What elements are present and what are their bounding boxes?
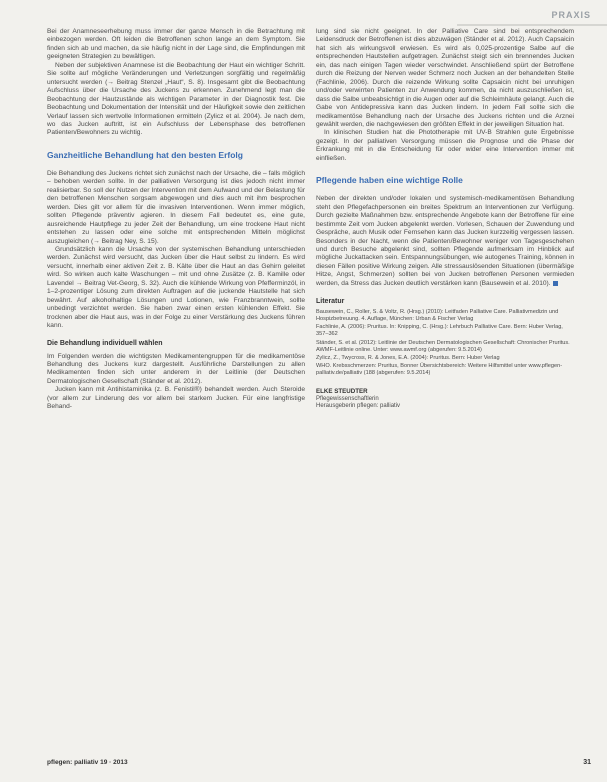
references-list	[316, 309, 574, 378]
section-label: PRAXIS	[551, 10, 591, 20]
reference-item: Zylicz, Z., Twycross, R. & Jones, E.A. (2004): Pruritus. Bern: Huber Verlag	[316, 354, 500, 361]
paragraph-text: Neben der direkten und/oder lokalen und systemisch-medikamentösen Behandlung steht den Pflegefachpersonen ein breites Spektrum an Interventionen zur Verfügung. Durch gezielte Maßnahmen bzw. entsprechende Angebote kann der Betroffene für eine bestimmte Zeit vom Jucken abgelenkt werden. Vorlesen, Schauen der Zuwendung und Gespräche, auch Musik oder Fernsehen kann das Jucken kurzzeitig vergessen lassen. Besonders in der Nacht, wenn die Patienten/Bewohner weniger von Tagesgeschehen und durch Besuche abgelenkt sind, sollten Pflegende aufmerksam im Hinblick auf mögliche Juckattacken sein. Entspannungsübungen, wie autogenes Training, können in diesen Fällen positive Wirkung zeigen. Alle stressauslösenden Situationen (übermäßige Hitze, Angst, Schmerzen) sollten bei von Jucken betroffenen Personen vermieden werden, da Stress das Jucken deutlich verstärken kann (Bausewein et al. 2010).	[316, 195, 574, 287]
references-title: Literatur	[316, 298, 345, 306]
reference-item: WHO. Krebsschmerzen: Pruritus, Bonner Übersichtsbereich: Weitere Hilfsmittel unter www.pflegen-palliativ.de/palliativ (188 (abgerufen: 9.5.2014)	[316, 363, 563, 377]
author-role: Pflegewissenschaftlerin	[316, 395, 379, 402]
subheading: Die Behandlung individuell wählen	[47, 339, 163, 347]
paragraph: Jucken kann mit Antihistaminika (z. B. Fenistil®) behandelt werden. Auch Steroide (vor allem zur Linderung des vor allem bei starkem Jucken. Für eine langfristige Behand-	[47, 386, 305, 411]
paragraph: Grundsätzlich kann die Ursache von der systemischen Behandlung unterschieden werden. Zunächst wird versucht, das Jucken über die Haut selbst zu lindern. Es wird versucht, innerhalb einer aktiven Zeit z. B. Kälte über die Haut an das Gehirn geleitet wird. So wirken auch kalte Waschungen – mit und ohne Zusätze (z. B. Kamille oder Lavendel → Beitrag Vet-Georg, S. 32). Auch die kühlende Wirkung von Pfefferminzöl, in 1–2-prozentiger Lösung zum direkten Auftragen auf die juckende Hautstelle hat sich bewährt. Auf alkoholhaltige Lösungen und Lotionen, wie Franzbranntwein, sollte unbedingt verzichtet werden. Sie haben zwar einen ersten kühlenden Effekt. Sie trocknen aber die Haut aus, was in der Folge zu einer Verstärkung des Juckens führen kann.	[47, 245, 305, 330]
paragraph: Neben der subjektiven Anamnese ist die Beobachtung der Haut ein wichtiger Schritt. Sie sollte auf mögliche Veränderungen und Verletzungen sorgfältig und regelmäßig untersucht werden (→ Beitrag Stenzel „Haut“, S. 8). Insgesamt gibt die Beobachtung Aufschluss über die Ursache des Juckens zu erkennen. Zunehmend legt man die Beobachtung der Hautzustände als wichtigen Parameter in der Diagnostik fest. Die Beobachtung und Dokumentation der Intensität und der Häufigkeit sowie den zeitlichen Verlauf lassen sich wertvolle Informationen ermitteln (Zylicz et al. 2004). Je nach dem, wo das Jucken auftritt, ist ein Aufschluss der Lebensphase des betroffenen Patienten/Bewohners zu wichtig.	[47, 61, 305, 137]
paragraph: Bei der Anamneseerhebung muss immer der ganze Mensch in die Betrachtung mit einbezogen werden. Oft leiden die Betroffenen schon lange an dem Symptom. Sie finden sich ab und machen, da sie häufig nicht in der Lage sind, die Empfindungen mit geeigneten Strategien zu bewältigen.	[47, 28, 305, 61]
footer-journal: pflegen: palliativ 19 · 2013	[47, 759, 128, 766]
author-role: Herausgeberin pflegen: palliativ	[316, 403, 401, 410]
left-column	[47, 28, 305, 412]
reference-item: Fachlinie, A. (2006): Pruritus. In: Knipping, C. (Hrsg.): Lehrbuch Palliative Care. Bern: Huber Verlag, 357–362	[316, 324, 563, 338]
paragraph: lung sind sie nicht geeignet. In der Palliative Care sind bei entsprechendem Leidensdruck der Betroffenen ist dies abzuwägen (Ständer et al. 2012). Auch Capsaicin hat sich als wirkungsvoll erwiesen. Es wird als 0,025-prozentige Salbe auf die entsprechenden Hautstellen aufgetragen. Zunächst steigt sich ein brennendes Jucken ein, das nach einigen Tagen wieder verschwindet. Anschließend spürt der Betroffene durch die Reizung der Nerven weder Schmerz noch Jucken an der behandelten Stelle (Fachlinie, 2006). Durch die reizende Wirkung sollte Capsaicin nicht bei unruhigen und/oder verwirrten Patienten zur Anwendung kommen, da nicht auszuschließen ist, dass die Salbe unbeabsichtigt in die Augen oder auf die Schleimhäute gelangt. Auch die Gabe von Antidepressiva kann das Jucken lindern. In jedem Fall sollte sich die medikamentöse Behandlung nach der Ursache des Juckens richten und die Arznei gewählt werden, die nachgewiesen den größten Effekt in der jeweiligen Situation hat.	[316, 28, 574, 128]
end-mark-icon	[553, 281, 558, 286]
paragraph	[316, 195, 574, 288]
section-heading: Ganzheitliche Behandlung hat den besten Erfolg	[47, 149, 243, 160]
page-number: 31	[583, 759, 591, 766]
reference-item: Ständer, S. et al. (2012): Leitlinie der Deutschen Dermatologischen Gesellschaft: Chronischer Pruritus. AWMF-Leitlinie online. Unter: www.awmf.org (abgerufen: 9.5.2014)	[316, 339, 570, 353]
paragraph: Im Folgenden werden die wichtigsten Medikamentengruppen für die medikamentöse Behandlung des Juckens kurz dargestellt. Ausführliche Darstellungen zu allen Medikamenten finden sich unter anderem in der Leitlinie (der Deutschen Dermatologischen Gesellschaft (Ständer et al. 2012).	[47, 352, 305, 385]
header-rule	[457, 24, 607, 26]
section-heading: Pflegende haben eine wichtige Rolle	[316, 175, 463, 186]
paragraph: In klinischen Studien hat die Phototherapie mit UV-B Strahlen gute Ergebnisse gezeigt. In der palliativen Versorgung müssen die Prognose und die Phase der Erkrankung mit in die Entscheidung für oder wider eine Intervention immer mit einfließen.	[316, 129, 574, 162]
right-column	[316, 28, 574, 411]
paragraph: Die Behandlung des Juckens richtet sich zunächst nach der Ursache, die – falls möglich – behoben werden sollte. In der palliativen Versorgung ist dies jedoch nicht immer realisierbar. So soll der Nutzen der Intervention mit dem Aufwand und der Belastung für den betroffenen Menschen sorgsam abgewogen und dies auch mit ihm besprochen werden. Dies gilt vor allem für die invasiven Interventionen. Wenn immer möglich, sollten Pflegende präventiv agieren. In diesem Fall bedeutet es, eine gute, ausreichende Hautpflege zu jeder Zeit der Behandlung, um eine trockene Haut nicht entstehen zu lassen oder eine solche mit entsprechenden Mitteln möglichst auszugleichen (→ Beitrag Ney, S. 15).	[47, 169, 305, 245]
reference-item: Bausewein, C., Roller, S. & Voltz, R. (Hrsg.) (2010): Leitfaden Palliative Care. Palliativmedizin und Hospizbetreuung. 4. Auflage, München: Urban & Fischer Verlag	[316, 308, 559, 322]
author-name: ELKE STEUDTER	[316, 387, 368, 395]
